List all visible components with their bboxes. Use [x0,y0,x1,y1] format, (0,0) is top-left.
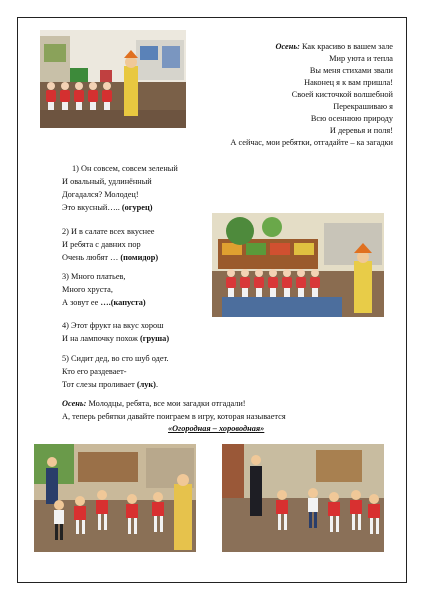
photo-round-dance-right [222,444,384,552]
game-title: «Огородная – хороводная» [168,424,265,433]
riddle-line: И ребята с давних пор [62,240,141,249]
riddle-line: Кто его раздевает- [62,367,127,376]
outro-first-line: Осень: Молодцы, ребята, все мои загадки отгадали! [62,399,246,408]
riddle-answer-line: А зовут ее ….(капуста) [62,298,146,307]
photo-children-seated-autumn [40,30,186,128]
riddle-line: Много хруста, [62,285,113,294]
riddle-answer-line: И на лампочку похож (груша) [62,334,170,343]
intro-line: Вы меня стихами звали [309,66,393,75]
intro-line: Перекрашиваю я [333,102,393,111]
riddle-line: 2) И в салате всех вкуснее [62,227,155,236]
intro-line: Мир уюта и тепла [329,54,393,63]
riddle-answer-line: Это вкусный….. (огурец) [62,203,153,212]
riddle-line: 4) Этот фрукт на вкус хорош [62,321,164,330]
intro-first-line: Осень: Как красиво в вашем зале [275,42,393,51]
intro-line: Своей кисточкой волшебной [291,90,393,99]
intro-line: А сейчас, мои ребятки, отгадайте – ка загадки [230,138,393,147]
riddle-line: 5) Сидит дед, во сто шуб одет. [62,354,169,363]
riddle-line: 1) Он совсем, совсем зеленый [72,164,178,173]
intro-line: И деревья и поля! [329,126,393,135]
intro-line: Наконец я к вам пришла! [304,78,393,87]
riddle-line: 3) Много платьев, [62,272,126,281]
photo-children-on-chairs-autumn [212,213,384,317]
outro-second-line: А, теперь ребятки давайте поиграем в игру, которая называется [62,412,286,421]
riddle-answer-line: Очень любят … (помидор) [62,253,159,262]
riddle-answer-line: Тот слезы проливает (лук). [62,380,159,389]
riddle-line: Догадался? Молодец! [62,190,139,199]
riddle-line: И овальный, удлинённый [62,177,152,186]
intro-line: Всю осеннюю природу [310,114,393,123]
photo-round-dance-left [34,444,196,552]
